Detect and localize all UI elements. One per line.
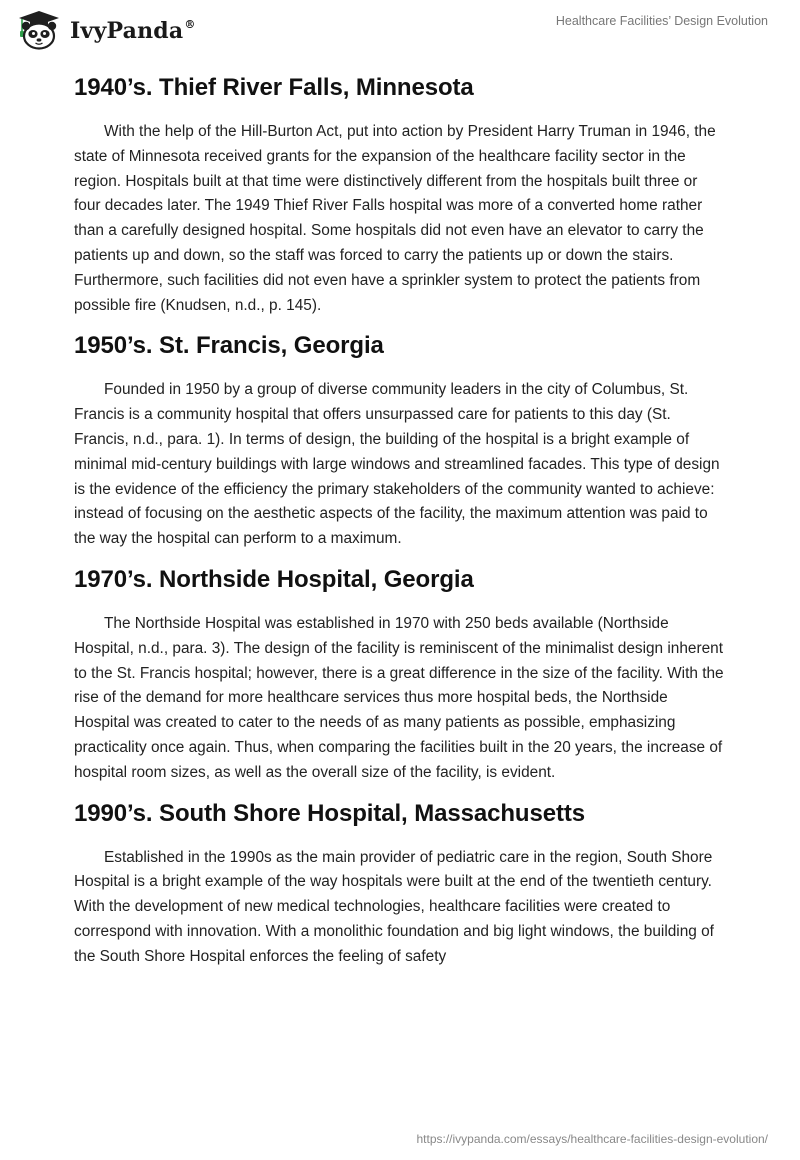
section-1990s [74, 796, 724, 970]
section-1940s [74, 70, 724, 318]
section-1950s [74, 328, 724, 552]
registered-mark: ® [184, 17, 196, 31]
essay-content [74, 70, 724, 980]
ivypanda-logo[interactable] [14, 10, 196, 50]
section-heading: 1970’s. Northside Hospital, Georgia [74, 565, 474, 593]
document-title: Healthcare Facilities’ Design Evolution [555, 14, 768, 28]
section-paragraph: The Northside Hospital was established in 1970 with 250 beds available (Northside Hospital, n.d., para. 3). The design of the facility is reminiscent of the minimalist design inherent to the St. Francis hospital; however, there is a great difference in the size of the facility. With the rise of the demand for more healthcare services thus more hospital beds, the Northside Hospital was created to cater to the needs of as many patients as possible, emphasizing practicality once again. Thus, when comparing the facilities built in the 20 years, the increase of hospital room sizes, as well as the overall size of the facility, is evident. [74, 614, 724, 781]
section-paragraph: With the help of the Hill-Burton Act, put into action by President Harry Truman in 1946, the state of Minnesota received grants for the expansion of the healthcare facility sector in the region. Hospitals built at that time were distinctively different from the hospitals built three or four decades later. The 1949 Thief River Falls hospital was more of a converted home rather than a carefully designed hospital. Some hospitals did not even have an elevator to carry the patients up and down, so the staff was forced to carry the patients up or down the stairs. Furthermore, such facilities did not even have a sprinkler system to protect the patients from possible fire (Knudsen, n.d., p. 145). [74, 123, 716, 314]
section-paragraph: Established in the 1990s as the main provider of pediatric care in the region, South Shore Hospital is a bright example of the way hospitals were built at the end of the twentieth century. With the development of new medical technologies, healthcare facilities were created to correspond with innovation. With a monolithic foundation and big light windows, the building of the South Shore Hospital enforces the feeling of safety [74, 848, 714, 965]
section-1970s [74, 562, 724, 786]
panda-graduate-icon [14, 10, 64, 50]
section-paragraph: Founded in 1950 by a group of diverse community leaders in the city of Columbus, St. Francis is a community hospital that offers unsurpassed care for patients to this day (St. Francis, n.d., para. 1). In terms of design, the building of the hospital is a bright example of minimal mid-century buildings with large windows and streamlined facades. This type of design is the evidence of the efficiency the primary stakeholders of the community wanted to achieve: instead of focusing on the aesthetic aspects of the facility, the maximum attention was paid to the way the hospital can perform to a maximum. [74, 381, 720, 548]
page-header [0, 0, 800, 60]
section-heading: 1990’s. South Shore Hospital, Massachusetts [74, 799, 585, 827]
brand-name: IvyPanda® [70, 17, 196, 44]
section-heading: 1940’s. Thief River Falls, Minnesota [74, 74, 474, 101]
source-url-link[interactable]: https://ivypanda.com/essays/healthcare-facilities-design-evolution/ [416, 1132, 768, 1146]
section-heading: 1950’s. St. Francis, Georgia [74, 332, 384, 360]
